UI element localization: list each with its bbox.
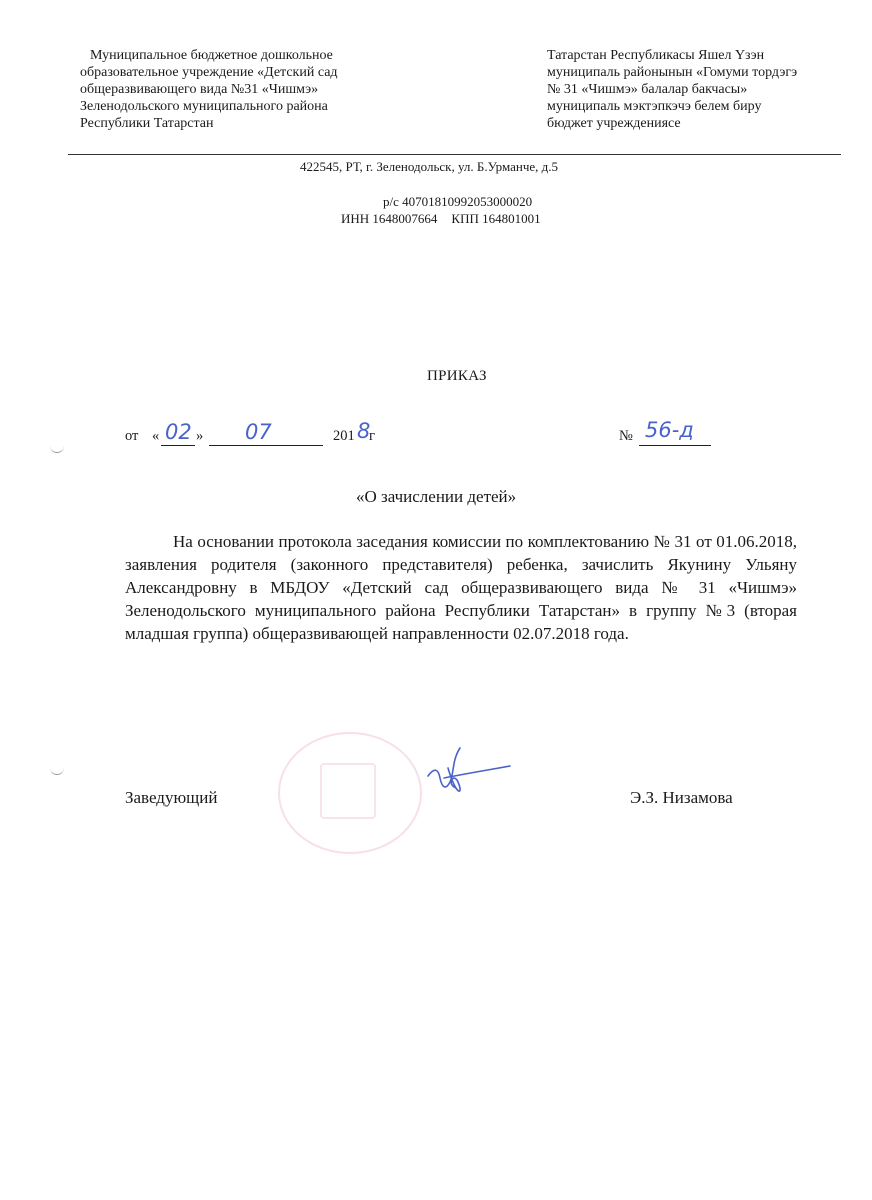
header-divider [68,154,841,155]
date-month-handwritten: 07 [245,420,272,444]
punch-hole-mark [50,766,64,775]
number-prefix: № [619,428,633,444]
date-close-quote: » [196,428,204,444]
header-left-line: общеразвивающего вида №31 «Чишмэ» [80,82,319,97]
header-left-block [80,47,400,132]
date-year-printed: 201 [333,428,355,444]
kpp: КПП 164801001 [451,211,541,226]
header-left-line: образовательное учреждение «Детский сад [80,65,338,80]
date-open-quote: « [152,428,160,444]
header-right-line: муниципаль мэктэпкэчэ белем биру [547,99,762,114]
signature-mark [418,738,513,804]
order-body: На основании протокола заседания комиссии по комплектованию № 31 от 01.06.2018, заявления родителя (законного представителя) ребенка, зачислить Якунину Ульяну Александровну в МБДОУ «Детский сад общеразвивающего вида № 31 «Чишмэ» Зеленодольского муниципального района Республики Татарстан» в группу №3 (вторая младшая группа) общеразвивающей направленности 02.07.2018 года. [125,532,797,643]
date-prefix: от [125,428,139,444]
header-right-line: муниципаль районынын «Гомуми тордэгэ [547,65,798,80]
inn: ИНН 1648007664 [341,211,438,226]
punch-hole-mark [50,444,64,453]
header-right-line: № 31 «Чишмэ» балалар бакчасы» [547,82,748,97]
date-number-row [125,418,745,452]
address-line: 422545, РТ, г. Зеленодольск, ул. Б.Урманче, д.5 [300,159,558,174]
date-year-suffix: г [369,428,375,444]
inn-kpp-line [341,211,541,227]
header-left-line: Республики Татарстан [80,116,214,131]
signer-position: Заведующий [125,788,218,807]
number-underline [639,445,711,446]
date-day-handwritten: 02 [165,420,192,444]
header-right-block [547,47,857,132]
document-title: ПРИКАЗ [427,368,487,384]
header-right-line: бюджет учреждениясе [547,116,681,131]
signature-stroke [428,748,510,791]
month-underline [209,445,323,446]
signer-name: Э.З. Низамова [630,788,733,807]
stamp-emblem [320,763,376,819]
account-line: р/с 40701810992053000020 [383,194,533,209]
header-left-line: Зеленодольского муниципального района [80,99,328,114]
header-left-line: Муниципальное бюджетное дошкольное [90,48,333,63]
order-subject: «О зачислении детей» [356,487,517,506]
order-number-handwritten: 56-д [645,418,694,442]
date-year-handwritten: 8 [357,419,371,443]
header-right-line: Татарстан Республикасы Яшел Үзэн [547,48,765,63]
day-underline [161,445,195,446]
